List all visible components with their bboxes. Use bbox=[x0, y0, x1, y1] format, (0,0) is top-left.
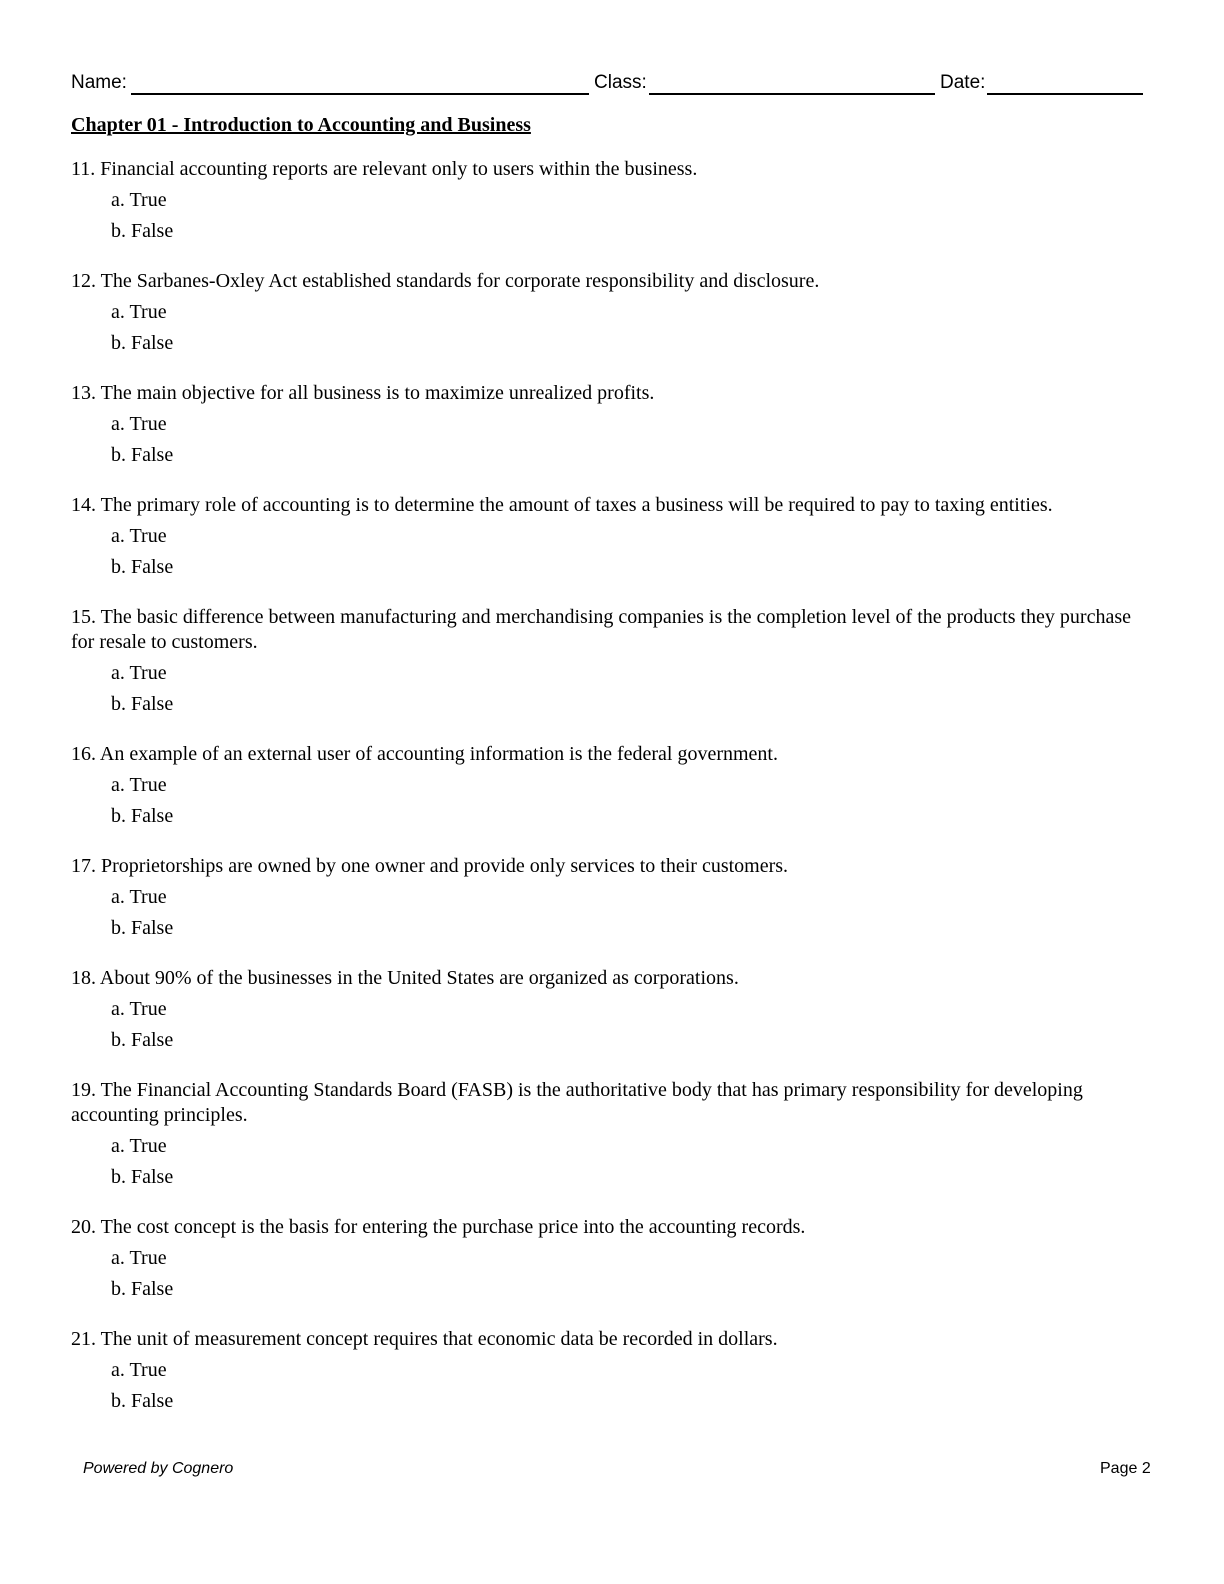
option-true: a. True bbox=[111, 189, 167, 211]
date-label: Date: bbox=[940, 72, 986, 93]
question-11 bbox=[71, 157, 1151, 244]
class-blank-line bbox=[649, 93, 935, 95]
page-number: Page 2 bbox=[1100, 1460, 1151, 1477]
question-stem: 16. An example of an external user of accounting information is the federal government. bbox=[71, 743, 778, 765]
option-false: b. False bbox=[111, 444, 174, 466]
option-false: b. False bbox=[111, 1166, 174, 1188]
option-false: b. False bbox=[111, 220, 174, 242]
class-label: Class: bbox=[594, 72, 647, 93]
option-true: a. True bbox=[111, 998, 167, 1020]
option-true: a. True bbox=[111, 1135, 167, 1157]
option-false: b. False bbox=[111, 1029, 174, 1051]
option-false: b. False bbox=[111, 917, 174, 939]
question-15 bbox=[71, 605, 1151, 717]
question-stem: 21. The unit of measurement concept requires that economic data be recorded in dollars. bbox=[71, 1328, 778, 1350]
question-14 bbox=[71, 493, 1151, 580]
option-true: a. True bbox=[111, 774, 167, 796]
question-stem: 11. Financial accounting reports are relevant only to users within the business. bbox=[71, 158, 698, 180]
option-true: a. True bbox=[111, 1359, 167, 1381]
question-stem: 19. The Financial Accounting Standards Board (FASB) is the authoritative body that has primary responsibility for developing accounting principles. bbox=[71, 1079, 1083, 1126]
option-true: a. True bbox=[111, 1247, 167, 1269]
option-true: a. True bbox=[111, 413, 167, 435]
question-list bbox=[71, 157, 1151, 1439]
question-18 bbox=[71, 966, 1151, 1053]
option-true: a. True bbox=[111, 525, 167, 547]
option-true: a. True bbox=[111, 662, 167, 684]
name-label: Name: bbox=[71, 72, 127, 93]
option-false: b. False bbox=[111, 332, 174, 354]
question-21 bbox=[71, 1327, 1151, 1414]
option-true: a. True bbox=[111, 886, 167, 908]
question-stem: 20. The cost concept is the basis for entering the purchase price into the accounting records. bbox=[71, 1216, 806, 1238]
question-stem: 14. The primary role of accounting is to determine the amount of taxes a business will be required to pay to taxing entities. bbox=[71, 494, 1053, 516]
date-blank-line bbox=[987, 93, 1143, 95]
question-17 bbox=[71, 854, 1151, 941]
question-stem: 12. The Sarbanes-Oxley Act established standards for corporate responsibility and disclosure. bbox=[71, 270, 820, 292]
option-false: b. False bbox=[111, 1278, 174, 1300]
option-true: a. True bbox=[111, 301, 167, 323]
option-false: b. False bbox=[111, 805, 174, 827]
option-false: b. False bbox=[111, 556, 174, 578]
question-16 bbox=[71, 742, 1151, 829]
question-13 bbox=[71, 381, 1151, 468]
question-stem: 17. Proprietorships are owned by one owner and provide only services to their customers. bbox=[71, 855, 789, 877]
option-false: b. False bbox=[111, 1390, 174, 1412]
option-false: b. False bbox=[111, 693, 174, 715]
question-stem: 18. About 90% of the businesses in the United States are organized as corporations. bbox=[71, 967, 739, 989]
question-19 bbox=[71, 1078, 1151, 1190]
powered-by-footer: Powered by Cognero bbox=[83, 1460, 234, 1477]
question-12 bbox=[71, 269, 1151, 356]
question-stem: 15. The basic difference between manufacturing and merchandising companies is the completion level of the products they purchase for resale to customers. bbox=[71, 606, 1132, 653]
name-blank-line bbox=[131, 93, 589, 95]
chapter-title: Chapter 01 - Introduction to Accounting and Business bbox=[71, 114, 531, 136]
student-info-header bbox=[71, 72, 1143, 98]
question-20 bbox=[71, 1215, 1151, 1302]
question-stem: 13. The main objective for all business is to maximize unrealized profits. bbox=[71, 382, 655, 404]
